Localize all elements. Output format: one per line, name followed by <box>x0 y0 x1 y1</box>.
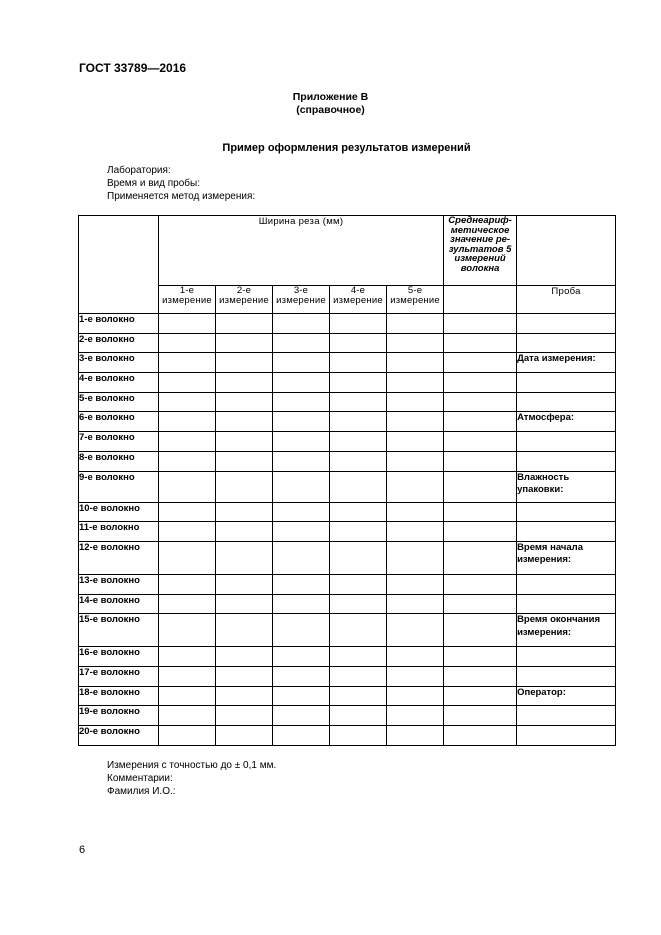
measurement-cell-2[interactable] <box>216 471 273 502</box>
measurement-cell-2[interactable] <box>216 594 273 614</box>
probe-field-label: Время окончания измерения: <box>517 614 616 647</box>
average-header: Среднеариф-метическое значение ре-зультатов 5 измерений волокна <box>444 216 517 286</box>
measurement-cell-4[interactable] <box>330 451 387 471</box>
probe-cell <box>517 432 616 452</box>
fiber-label: 5-е волокно <box>79 392 159 412</box>
probe-cell <box>517 392 616 412</box>
fiber-row <box>79 502 616 522</box>
measurement-cell-2[interactable] <box>216 353 273 373</box>
cut-width-header: Ширина реза (мм) <box>159 216 444 286</box>
measurement-header-1: 1-е измерение <box>159 286 216 314</box>
measurement-cell-2[interactable] <box>216 373 273 393</box>
measurement-cell-4[interactable] <box>330 314 387 334</box>
fiber-label: 17-е волокно <box>79 666 159 686</box>
measurement-cell-5[interactable] <box>387 541 444 574</box>
measurement-cell-2[interactable] <box>216 412 273 432</box>
average-cell[interactable] <box>444 686 517 706</box>
fiber-label: 12-е волокно <box>79 541 159 574</box>
probe-field-label: Влажность упаковки: <box>517 471 616 502</box>
comments-label: Комментарии: <box>107 773 173 784</box>
measurement-cell-3[interactable] <box>273 541 330 574</box>
measurement-cell-4[interactable] <box>330 706 387 726</box>
measurement-cell-2[interactable] <box>216 432 273 452</box>
measurement-cell-1[interactable] <box>159 666 216 686</box>
average-cell[interactable] <box>444 706 517 726</box>
measurement-cell-1[interactable] <box>159 451 216 471</box>
fiber-row <box>79 392 616 412</box>
fiber-label: 13-е волокно <box>79 574 159 594</box>
fiber-label: 20-е волокно <box>79 726 159 746</box>
measurement-cell-1[interactable] <box>159 392 216 412</box>
measurement-cell-3[interactable] <box>273 574 330 594</box>
measurement-cell-5[interactable] <box>387 373 444 393</box>
measurement-cell-3[interactable] <box>273 412 330 432</box>
measurement-cell-1[interactable] <box>159 432 216 452</box>
average-cell[interactable] <box>444 432 517 452</box>
measurement-cell-4[interactable] <box>330 412 387 432</box>
measurement-cell-5[interactable] <box>387 392 444 412</box>
measurement-cell-5[interactable] <box>387 522 444 542</box>
page-number: 6 <box>79 844 86 856</box>
measurement-cell-1[interactable] <box>159 412 216 432</box>
measurement-cell-2[interactable] <box>216 706 273 726</box>
measurement-cell-1[interactable] <box>159 686 216 706</box>
measurement-cell-2[interactable] <box>216 726 273 746</box>
blank-header-cell <box>517 216 616 286</box>
probe-cell <box>517 451 616 471</box>
blank-corner-cell <box>79 216 159 314</box>
fiber-label: 3-е волокно <box>79 353 159 373</box>
sample-time-label: Время и вид пробы: <box>107 178 200 189</box>
measurement-cell-4[interactable] <box>330 333 387 353</box>
probe-header: Проба <box>517 286 616 314</box>
probe-field-label: Оператор: <box>517 686 616 706</box>
measurement-cell-3[interactable] <box>273 451 330 471</box>
measurement-cell-2[interactable] <box>216 574 273 594</box>
fiber-row <box>79 706 616 726</box>
measurement-cell-1[interactable] <box>159 471 216 502</box>
measurement-cell-3[interactable] <box>273 432 330 452</box>
measurement-cell-1[interactable] <box>159 314 216 334</box>
fiber-row <box>79 726 616 746</box>
probe-cell <box>517 314 616 334</box>
measurement-cell-3[interactable] <box>273 471 330 502</box>
measurement-cell-5[interactable] <box>387 574 444 594</box>
probe-cell <box>517 502 616 522</box>
measurement-cell-1[interactable] <box>159 353 216 373</box>
probe-cell <box>517 666 616 686</box>
measurement-cell-5[interactable] <box>387 614 444 647</box>
measurement-cell-3[interactable] <box>273 353 330 373</box>
probe-cell <box>517 594 616 614</box>
average-cell[interactable] <box>444 647 517 667</box>
form-footer-fields <box>107 759 276 798</box>
measurement-cell-1[interactable] <box>159 594 216 614</box>
average-cell[interactable] <box>444 522 517 542</box>
measurement-cell-1[interactable] <box>159 614 216 647</box>
fiber-label: 11-е волокно <box>79 522 159 542</box>
results-table <box>78 215 616 746</box>
measurement-cell-2[interactable] <box>216 502 273 522</box>
measurement-cell-3[interactable] <box>273 594 330 614</box>
appendix-heading <box>0 91 661 117</box>
average-cell[interactable] <box>444 502 517 522</box>
average-cell[interactable] <box>444 594 517 614</box>
measurement-cell-3[interactable] <box>273 614 330 647</box>
average-cell[interactable] <box>444 353 517 373</box>
measurement-cell-4[interactable] <box>330 392 387 412</box>
measurement-cell-3[interactable] <box>273 373 330 393</box>
fiber-row <box>79 333 616 353</box>
measurement-cell-3[interactable] <box>273 726 330 746</box>
probe-cell <box>517 373 616 393</box>
measurement-cell-3[interactable] <box>273 314 330 334</box>
average-cell[interactable] <box>444 666 517 686</box>
measurement-cell-5[interactable] <box>387 706 444 726</box>
measurement-cell-4[interactable] <box>330 471 387 502</box>
measurement-cell-4[interactable] <box>330 726 387 746</box>
average-cell[interactable] <box>444 614 517 647</box>
probe-cell <box>517 522 616 542</box>
fiber-row <box>79 614 616 647</box>
header-row-bottom <box>79 286 616 314</box>
measurement-cell-4[interactable] <box>330 541 387 574</box>
measurement-cell-1[interactable] <box>159 502 216 522</box>
fiber-row <box>79 594 616 614</box>
measurement-cell-4[interactable] <box>330 647 387 667</box>
measurement-cell-2[interactable] <box>216 686 273 706</box>
measurement-cell-2[interactable] <box>216 392 273 412</box>
measurement-cell-5[interactable] <box>387 686 444 706</box>
measurement-header-4: 4-е измерение <box>330 286 387 314</box>
measurement-cell-4[interactable] <box>330 614 387 647</box>
measurement-cell-5[interactable] <box>387 502 444 522</box>
fiber-label: 6-е волокно <box>79 412 159 432</box>
measurement-cell-5[interactable] <box>387 314 444 334</box>
probe-cell <box>517 726 616 746</box>
measurement-cell-5[interactable] <box>387 594 444 614</box>
average-cell[interactable] <box>444 471 517 502</box>
probe-cell <box>517 706 616 726</box>
average-cell[interactable] <box>444 726 517 746</box>
fiber-label: 8-е волокно <box>79 451 159 471</box>
measurement-cell-1[interactable] <box>159 647 216 667</box>
fiber-label: 14-е волокно <box>79 594 159 614</box>
measurement-cell-1[interactable] <box>159 706 216 726</box>
measurement-header-3: 3-е измерение <box>273 286 330 314</box>
fiber-label: 19-е волокно <box>79 706 159 726</box>
measurement-cell-4[interactable] <box>330 574 387 594</box>
fiber-row <box>79 412 616 432</box>
fiber-label: 2-е волокно <box>79 333 159 353</box>
measurement-cell-1[interactable] <box>159 333 216 353</box>
average-cell[interactable] <box>444 541 517 574</box>
measurement-cell-1[interactable] <box>159 574 216 594</box>
measurement-cell-3[interactable] <box>273 666 330 686</box>
measurement-cell-3[interactable] <box>273 502 330 522</box>
measurement-cell-5[interactable] <box>387 353 444 373</box>
measurement-cell-2[interactable] <box>216 314 273 334</box>
measurement-cell-3[interactable] <box>273 522 330 542</box>
fiber-label: 9-е волокно <box>79 471 159 502</box>
average-header-blank <box>444 286 517 314</box>
measurement-cell-2[interactable] <box>216 614 273 647</box>
measurement-cell-4[interactable] <box>330 502 387 522</box>
measurement-cell-4[interactable] <box>330 594 387 614</box>
average-cell[interactable] <box>444 373 517 393</box>
measurement-cell-2[interactable] <box>216 522 273 542</box>
measurement-cell-3[interactable] <box>273 686 330 706</box>
measurement-cell-4[interactable] <box>330 353 387 373</box>
method-label: Применяется метод измерения: <box>107 191 256 202</box>
measurement-cell-5[interactable] <box>387 412 444 432</box>
measurement-header-2: 2-е измерение <box>216 286 273 314</box>
precision-note: Измерения с точностью до ± 0,1 мм. <box>107 760 277 771</box>
measurement-cell-2[interactable] <box>216 333 273 353</box>
probe-field-label: Дата измерения: <box>517 353 616 373</box>
fiber-row <box>79 686 616 706</box>
average-cell[interactable] <box>444 451 517 471</box>
section-title: Пример оформления результатов измерений <box>222 142 471 154</box>
measurement-cell-4[interactable] <box>330 522 387 542</box>
fiber-label: 7-е волокно <box>79 432 159 452</box>
fiber-label: 15-е волокно <box>79 614 159 647</box>
measurement-cell-2[interactable] <box>216 666 273 686</box>
document-code: ГОСТ 33789—2016 <box>79 61 187 75</box>
appendix-title: Приложение В <box>292 91 369 103</box>
fiber-row <box>79 373 616 393</box>
probe-cell <box>517 333 616 353</box>
measurement-cell-5[interactable] <box>387 726 444 746</box>
measurement-cell-2[interactable] <box>216 541 273 574</box>
name-label: Фамилия И.О.: <box>107 786 176 797</box>
probe-field-label: Атмосфера: <box>517 412 616 432</box>
fiber-row <box>79 647 616 667</box>
measurement-cell-5[interactable] <box>387 333 444 353</box>
measurement-cell-5[interactable] <box>387 666 444 686</box>
measurement-cell-3[interactable] <box>273 392 330 412</box>
fiber-row <box>79 432 616 452</box>
probe-cell <box>517 574 616 594</box>
measurement-cell-3[interactable] <box>273 706 330 726</box>
measurement-cell-3[interactable] <box>273 647 330 667</box>
measurement-cell-2[interactable] <box>216 451 273 471</box>
measurement-cell-5[interactable] <box>387 471 444 502</box>
measurement-cell-1[interactable] <box>159 541 216 574</box>
measurement-cell-2[interactable] <box>216 647 273 667</box>
measurement-cell-4[interactable] <box>330 686 387 706</box>
fiber-label: 18-е волокно <box>79 686 159 706</box>
fiber-row <box>79 522 616 542</box>
fiber-label: 16-е волокно <box>79 647 159 667</box>
laboratory-label: Лаборатория: <box>107 165 171 176</box>
fiber-label: 10-е волокно <box>79 502 159 522</box>
measurement-header-5: 5-е измерение <box>387 286 444 314</box>
probe-cell <box>517 647 616 667</box>
average-cell[interactable] <box>444 574 517 594</box>
measurement-cell-5[interactable] <box>387 647 444 667</box>
average-cell[interactable] <box>444 412 517 432</box>
fiber-row <box>79 471 616 502</box>
measurement-cell-4[interactable] <box>330 432 387 452</box>
fiber-row <box>79 451 616 471</box>
measurement-cell-1[interactable] <box>159 373 216 393</box>
measurement-cell-5[interactable] <box>387 432 444 452</box>
measurement-cell-5[interactable] <box>387 451 444 471</box>
fiber-row <box>79 541 616 574</box>
fiber-row <box>79 574 616 594</box>
fiber-row <box>79 666 616 686</box>
average-cell[interactable] <box>444 314 517 334</box>
header-row-top <box>79 216 616 286</box>
fiber-row <box>79 353 616 373</box>
average-cell[interactable] <box>444 392 517 412</box>
measurement-cell-3[interactable] <box>273 333 330 353</box>
measurement-cell-1[interactable] <box>159 726 216 746</box>
average-cell[interactable] <box>444 333 517 353</box>
fiber-label: 4-е волокно <box>79 373 159 393</box>
form-header-fields <box>107 164 255 203</box>
appendix-subtitle: (справочное) <box>296 104 365 116</box>
fiber-label: 1-е волокно <box>79 314 159 334</box>
measurement-cell-4[interactable] <box>330 666 387 686</box>
measurement-cell-1[interactable] <box>159 522 216 542</box>
probe-field-label: Время начала измерения: <box>517 541 616 574</box>
measurement-cell-4[interactable] <box>330 373 387 393</box>
fiber-row <box>79 314 616 334</box>
